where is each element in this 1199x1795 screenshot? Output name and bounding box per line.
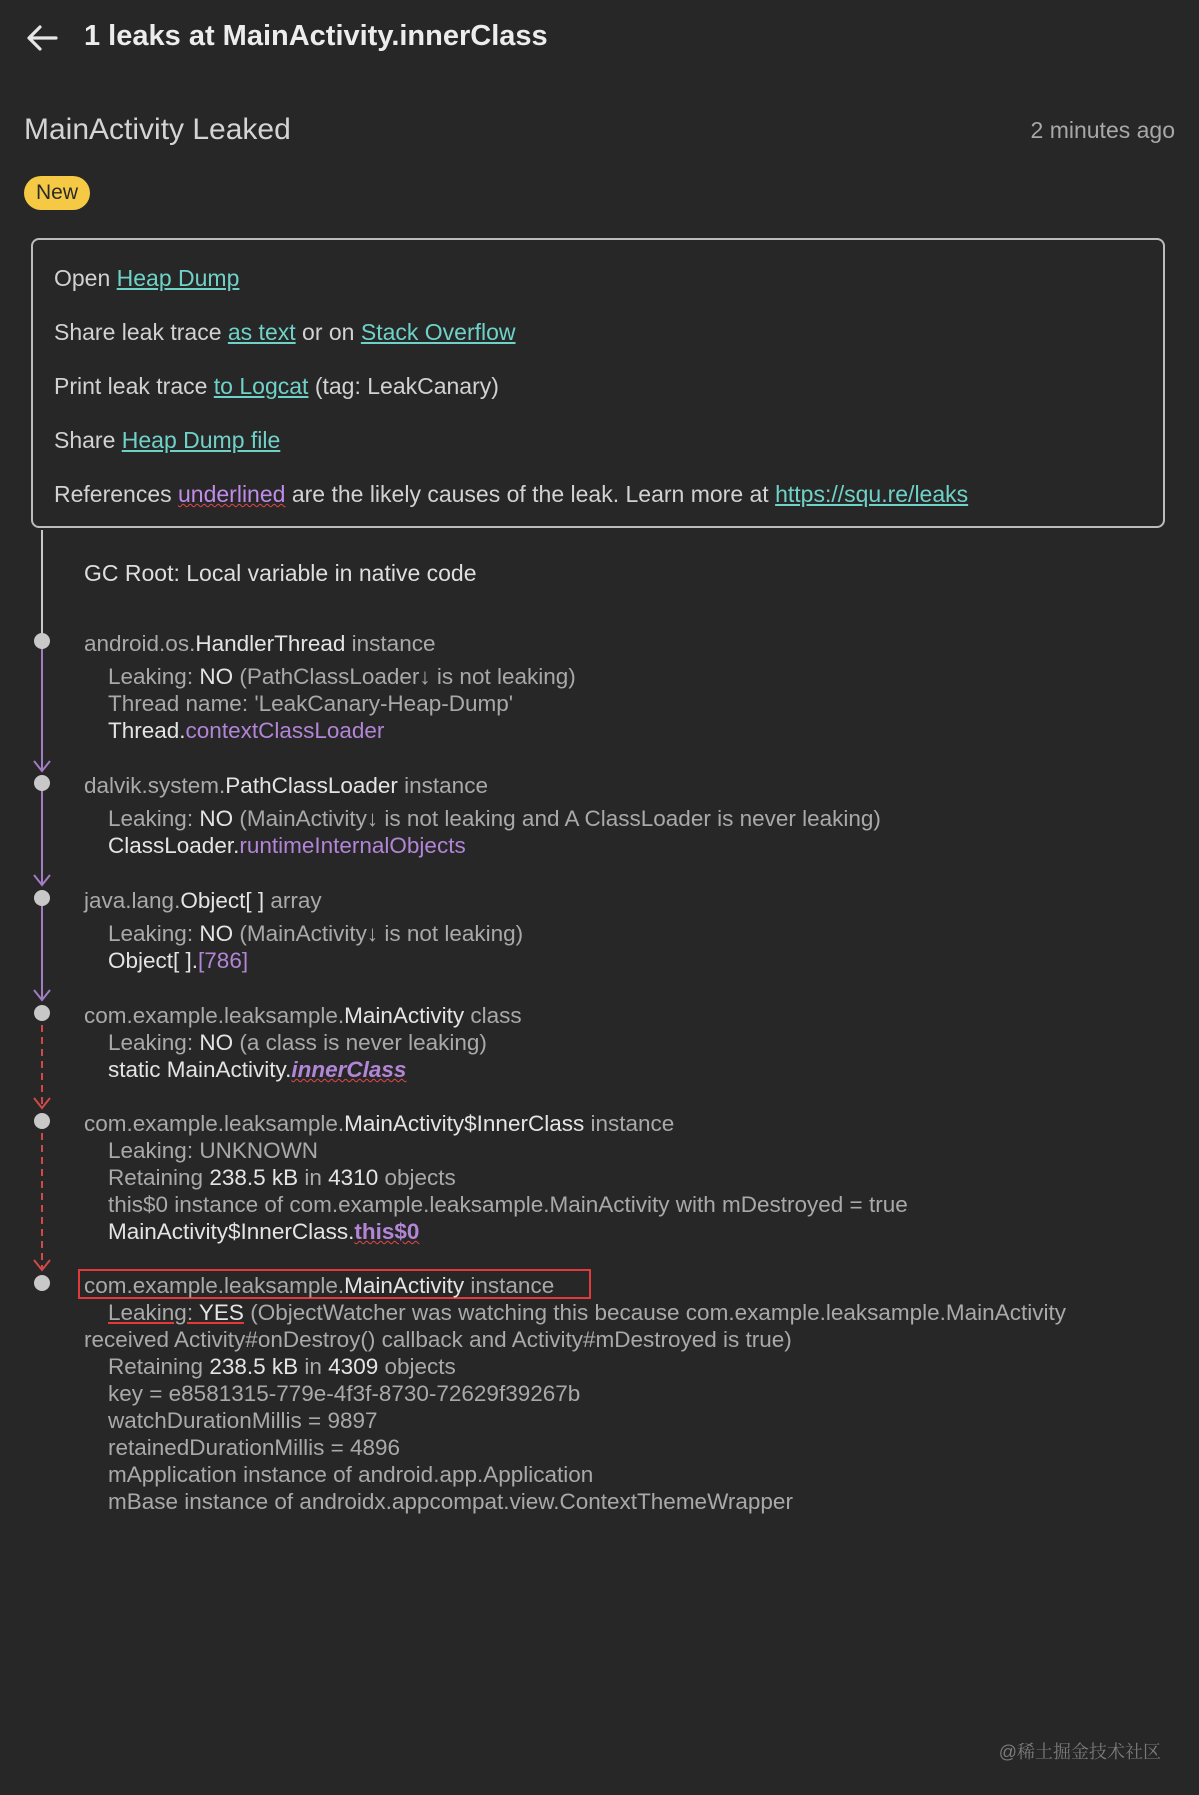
trace-node-6-detail: mApplication instance of android.app.Application — [108, 1462, 594, 1487]
leaking-label: Leaking: — [108, 1030, 200, 1055]
ref-owner: static MainActivity. — [108, 1057, 292, 1082]
trace-node-5-retaining — [108, 1165, 456, 1191]
back-arrow-icon[interactable] — [22, 18, 62, 58]
trace-node-5-reference — [108, 1219, 419, 1245]
ref-field: contextClassLoader — [185, 718, 385, 743]
trace-node-6-detail: watchDurationMillis = 9897 — [108, 1408, 378, 1433]
toolbar-title: 1 leaks at MainActivity.innerClass — [84, 20, 548, 52]
node-package: java.lang. — [84, 888, 181, 913]
retaining-label: Retaining — [108, 1354, 210, 1379]
trace-node-1-title — [84, 631, 435, 657]
trace-node-2-reference — [108, 833, 466, 859]
share-trace-row — [54, 319, 516, 346]
row-label: (tag: LeakCanary) — [308, 373, 499, 399]
ref-owner: Thread. — [108, 718, 186, 743]
ref-owner: ClassLoader. — [108, 833, 240, 858]
trace-node-4-leaking — [108, 1030, 487, 1056]
trace-node-6-leaking — [108, 1300, 1066, 1326]
node-package: android.os. — [84, 631, 196, 656]
row-label: Print leak trace — [54, 373, 214, 399]
trace-node-1-detail: Thread name: 'LeakCanary-Heap-Dump' — [108, 691, 514, 716]
leaking-value: NO — [199, 806, 234, 831]
heap-dump-link[interactable]: Heap Dump — [116, 265, 240, 291]
node-package: com.example.leaksample. — [84, 1003, 345, 1028]
trace-node-5-leaking: Leaking: UNKNOWN — [108, 1138, 319, 1163]
row-label: Open — [54, 265, 117, 291]
node-class: HandlerThread — [195, 631, 346, 656]
leaking-value: YES — [198, 1300, 244, 1325]
node-kind: class — [464, 1003, 522, 1028]
trace-node-6-detail: key = e8581315-779e-4f3f-8730-72629f39267b — [108, 1381, 581, 1406]
references-row — [54, 481, 968, 508]
node-class: MainActivity — [344, 1003, 465, 1028]
row-label: References — [54, 481, 179, 507]
node-class: MainActivity — [344, 1273, 465, 1298]
trace-node-6-detail: mBase instance of androidx.appcompat.view.ContextThemeWrapper — [108, 1489, 793, 1514]
ref-owner: MainActivity$InnerClass. — [108, 1219, 355, 1244]
watermark: @稀土掘金技术社区 — [998, 1742, 1161, 1762]
trace-node-6-retaining — [108, 1354, 456, 1380]
leak-heading: MainActivity Leaked — [24, 113, 291, 146]
leaking-reason: (ObjectWatcher was watching this because com.example.leaksample.MainActivity — [243, 1300, 1066, 1325]
leaking-label: Leaking: — [108, 1300, 199, 1325]
retaining-count: 4310 — [328, 1165, 379, 1190]
row-label: are the likely causes of the leak. Learn more at — [285, 481, 776, 507]
node-kind: instance — [584, 1111, 675, 1136]
leaking-value: NO — [199, 664, 234, 689]
trace-node-dot — [34, 1005, 50, 1021]
trace-node-dot — [34, 1113, 50, 1129]
print-trace-row — [54, 373, 499, 400]
node-class: Object[ ] — [180, 888, 265, 913]
node-kind: array — [264, 888, 322, 913]
leaking-reason: (MainActivity↓ is not leaking and A ClassLoader is never leaking) — [233, 806, 881, 831]
trace-node-3-title — [84, 888, 322, 914]
node-package: com.example.leaksample. — [84, 1111, 345, 1136]
retaining-in: in — [298, 1354, 329, 1379]
retaining-unit: objects — [378, 1165, 456, 1190]
leaking-reason: (PathClassLoader↓ is not leaking) — [233, 664, 576, 689]
leaking-yes-marked — [108, 1300, 244, 1325]
retaining-unit: objects — [378, 1354, 456, 1379]
node-kind: instance — [345, 631, 436, 656]
retaining-label: Retaining — [108, 1165, 210, 1190]
node-kind: instance — [464, 1273, 555, 1298]
suspect-ref-field: innerClass — [291, 1057, 407, 1082]
leaking-reason: (a class is never leaking) — [233, 1030, 487, 1055]
toolbar — [0, 0, 1199, 80]
node-package: dalvik.system. — [84, 773, 226, 798]
trace-node-dot — [34, 890, 50, 906]
suspect-ref-field: this$0 — [354, 1219, 420, 1244]
trace-node-3-reference — [108, 948, 248, 974]
trace-node-dot — [34, 1275, 50, 1291]
gc-root: GC Root: Local variable in native code — [84, 560, 477, 586]
node-class: MainActivity$InnerClass — [344, 1111, 585, 1136]
ref-field: [786] — [198, 948, 249, 973]
node-kind: instance — [397, 773, 488, 798]
trace-node-4-reference — [108, 1057, 406, 1083]
heap-dump-file-link[interactable]: Heap Dump file — [121, 427, 281, 453]
leaking-reason: (MainActivity↓ is not leaking) — [233, 921, 524, 946]
ref-field: runtimeInternalObjects — [239, 833, 466, 858]
leaking-label: Leaking: — [108, 921, 200, 946]
trace-node-3-leaking — [108, 921, 523, 947]
retaining-in: in — [298, 1165, 329, 1190]
node-package: com.example.leaksample. — [84, 1273, 345, 1298]
trace-node-6-title — [84, 1273, 554, 1299]
trace-node-2-leaking — [108, 806, 881, 832]
trace-node-6-detail: retainedDurationMillis = 4896 — [108, 1435, 401, 1460]
retaining-size: 238.5 kB — [209, 1354, 299, 1379]
leaking-label: Leaking: — [108, 664, 200, 689]
row-label: Share leak trace — [54, 319, 228, 345]
squ-re-leaks-link[interactable]: https://squ.re/leaks — [775, 481, 969, 507]
trace-node-dot — [34, 633, 50, 649]
trace-node-1-leaking — [108, 664, 576, 690]
trace-node-dot — [34, 775, 50, 791]
leaking-label: Leaking: — [108, 806, 200, 831]
new-badge: New — [24, 176, 90, 210]
trace-node-1-reference — [108, 718, 384, 744]
node-class: PathClassLoader — [225, 773, 398, 798]
trace-node-5-title — [84, 1111, 674, 1137]
leaking-value: NO — [199, 1030, 234, 1055]
trace-node-4-title — [84, 1003, 522, 1029]
logcat-link[interactable]: to Logcat — [213, 373, 309, 399]
as-text-link[interactable]: as text — [227, 319, 296, 345]
stack-overflow-link[interactable]: Stack Overflow — [360, 319, 516, 345]
open-heap-dump-row — [54, 265, 239, 292]
leaking-value: NO — [199, 921, 234, 946]
underlined-word: underlined — [178, 481, 286, 507]
retaining-count: 4309 — [328, 1354, 379, 1379]
ref-owner: Object[ ]. — [108, 948, 199, 973]
row-label: or on — [295, 319, 361, 345]
share-heap-file-row — [54, 427, 280, 454]
retaining-size: 238.5 kB — [209, 1165, 299, 1190]
trace-node-2-title — [84, 773, 488, 799]
trace-node-6-leaking-cont: received Activity#onDestroy() callback and Activity#mDestroyed is true) — [84, 1327, 792, 1352]
row-label: Share — [54, 427, 122, 453]
leak-time: 2 minutes ago — [1030, 117, 1175, 143]
trace-node-5-detail: this$0 instance of com.example.leaksample.MainActivity with mDestroyed = true — [108, 1192, 908, 1217]
